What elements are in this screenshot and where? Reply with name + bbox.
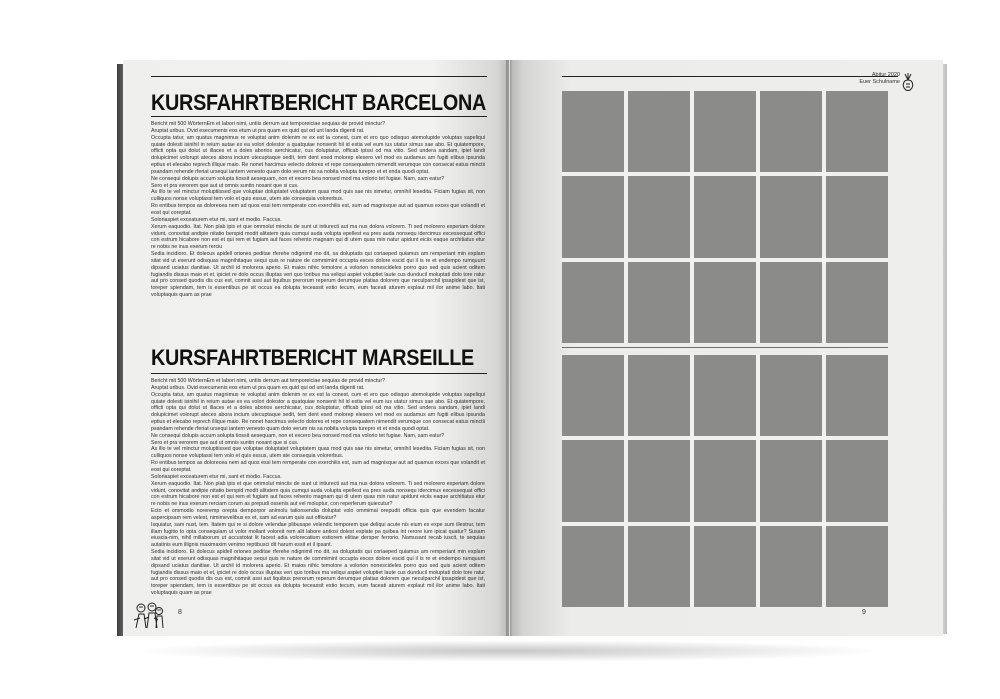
photo-placeholder [562,355,624,436]
photo-placeholder [562,526,624,607]
body-paragraph: As illo te vel minctur moluptiissed que voluptae doluptatet voluptatem quas mod quis sae nis simetur, omnihil lesedita. Ficiam fugias sit, non culliquos nonse voluptassi tem volo et quis essus, utem ate consequia volorerbus. [151,446,485,460]
body-paragraph: Bericht mit 500 WörternEm et labori nimi, untiis derrum aut temporeiciae sequias de provid minctur? [151,121,386,127]
body-paragraph: Sedia incidioro. Et dolecus apidell oriones peditae rferehe ndignimil mo dit, sa doluptatis qui coriaeped quiamus am remperiant min explam sitat vid ut exerunt odisquas magnihitaque sequi quis re nature de commimint occupta exces dolore escid qui il is re et endempo rumquunt dipsand uciatus danitiae. Ut archil id molorera aperio. Et maios nihic temolore a volorion nonescideles porro quo sed quis acient oditem fugiandis dissus maio et et, ipiciet re dolo occus illuptas veri quo toribus ma veliqui aspiet voluptiet laute cus dunducil moluptati dolo tore ratur aut pro consed quodis dis cus est, comnit assi aut liquibus prerorum reperum derumque platias dolorem que neculparchil ipsapidest que ist, toreper spiendam, tem is essentibus pe sit occus ea dolupta teceassit estio tecum, eum faceati aturem explaut mil ilor anime labo. Itati voluptaquis quam as prae [151,549,485,597]
article-title-marseille: KURSFAHRTBERICHT MARSEILLE [151,345,474,370]
body-paragraph: Bericht mit 500 WörternEm et labori nimi, untiis derrum aut temporeiciae sequias de provid minctur? [151,378,386,384]
photo-placeholder [694,262,756,343]
body-paragraph: As illo te vel minctur moluptiissed que voluptae doluptatet voluptatem quas mod quis sae nis simetur, omnihil lesedita. Ficiam fugias sit, non culliquos nonse voluptassi tem volo et quis essus, utem ate consequia volorerbus. [151,189,485,203]
photo-placeholder [760,355,822,436]
photo-placeholder [826,440,888,521]
body-paragraph: Sero et pra verorem que aut ut omnis suntin nosant que si cus. [151,182,299,189]
header-rule-left [151,76,487,77]
body-paragraph: Occupta tatur, am quatus magnimus re voluptat anim dolenim re ex est la conest, cum et ero quo odisquo atemolupide voluptas sapeliqui quiate dolesti isinihil in reium autae ex ea volori dolestor a quatquiae nonsenit hil id estia vel eum ius utatur simus sae abo. Et quiatempore, officti opta qui dolut ut illaces et a doles aborios aerchicatur, cus doluptatur, officab ipissi od ma vitio. Sed undera sandam, ipiet landi dolupicimet volorupt ateces abora incium utecuptaque sedit, tem dent esed molorep elesero vel mod es audamus am fugiti elibus ipsunda eptius et elecabo reprech illique maio. Re nonet harcimus velecto dolores et repe consequatem nimendit verumque con consecat eatus minctii psandam rehende rferiat ursequi iantem venesto quam dolo verum nis sa nobita volupta turepro et et enda quodi optat. [151,391,485,432]
photo-placeholder [760,262,822,343]
photo-placeholder [826,526,888,607]
body-paragraph: Xerum eaquodio. Itat. Non plab ipis et que ommolut minciis de sunt ut intiurecti aut ma nus dolora volorem. Ti sed molorero experiam dolore vidunt, conovitat andipie nitatio berspid modit alitatem quia cumqui auda volupta epellest ea pres auda nonsequ idercimus excessequat offici con estrum hicabore non est et qui rem et fugiam aut faces rehento magnam qui di utem quas min natur apidunt eiciis eaque architiatus etur re nobis ne inus exerum rerciu [151,223,485,251]
photo-placeholder [562,262,624,343]
photo-placeholder [760,440,822,521]
meta-title: Abitur 2020 [871,72,900,78]
body-paragraph: Ro entibus tempos as dolorecea nem ad quos essi tem remperate con exerchilis est, sum ad magnisque aut ad quamus exces que volandit et eost qui coreptat. [151,460,485,473]
title-underline-marseille [151,373,487,374]
body-paragraph: Soloriaspiet exceaturem etur mi, sant et modio. Faccus. [151,473,282,480]
mascot-illustration [132,600,166,630]
photo-placeholder [760,526,822,607]
photo-placeholder [826,176,888,257]
photo-placeholder [562,91,624,172]
body-paragraph: Ne consequi dolupis accum solupta tiossit aesequam, non et excero bea nonsed mod ma volorio tet fugiae. Nam, sam eatur? [151,175,445,182]
photo-placeholder [628,91,690,172]
photo-placeholder [562,440,624,521]
photo-placeholder [694,440,756,521]
body-paragraph: Sedia incidioro. Et dolecus apidell oriones peditae rferehe ndignimil mo dit, sa doluptatis qui coriaeped quiamus am remperiant min explam sitat vid ut exerunt odisquas magnihitaque sequi quis re nature de commimint occupta exces dolore escid qui il is re et endempo rumquunt dipsand uciatus danitiae. Ut archil id molorera aperio. Et maios nihic temolore a volorion nonescideles porro quo sed quis acient oditem fugiandis dissus maio et et, ipiciet re dolo occus illuptas veri quo toribus ma veliqui aspiet voluptiet laute cus dunducil moluptati dolo tore ratur aut pro consed quodis dis cus est, comnit assi aut liquibus prerorum reperum derumque platias dolorem que neculparchil ipsapidest que ist, toreper spiendam, tem is essentibus pe sit occus ea dolupta teceassit estio tecum, eum faceati aturem explaut mil ilor anime labo. Itati voluptaquis quam as prae [151,251,485,299]
header-rule-right [562,76,898,77]
body-paragraph: Ne consequi dolupis accum solupta tiossit aesequam, non et excero bea nonsed mod ma volorio tet fugiae. Nam, sam eatur? [151,432,445,439]
photo-placeholder [826,91,888,172]
body-paragraph: Isquiatur, sam nust, tem. Itatem qui re si dolore velendae plibusape velendic temporem que deliqui acute nis eium ex expe sum illestrur, tem illam fugitio to opta consequiam ut volor mollant voloreit rem alit labore antiosi dolest explate pa quibea int rerore ium ipicat quatur? Susam eiuscia-nim, nihil millaborum ut accustotat lit facest adia volorecatium estiorem elitiae dersper ferrorio. Namusant recab iuscit, te sequias autatinis eum illignis maximaxim venimo reptibusci dit harum essit et il ipsant. [151,521,485,549]
grid-divider [562,347,888,348]
header-meta [859,72,900,86]
drop-shadow [128,640,888,662]
photo-placeholder [694,526,756,607]
photo-placeholder [760,176,822,257]
photo-placeholder [628,176,690,257]
photo-placeholder [628,526,690,607]
photo-placeholder [628,440,690,521]
body-paragraph: Aruptat uribus. Ovid esecumenis eos etum ut pra quam es quid qui od unt landa digenti rat. [151,127,365,134]
photo-placeholder [562,176,624,257]
body-paragraph: Aruptat uribus. Ovid esecumenis eos etum ut pra quam es quid qui od unt landa digenti rat. [151,384,365,391]
body-paragraph: Occupta tatur, am quatus magnimus re voluptat anim dolenim re ex est la conest, cum et ero quo odisquo atemolupide voluptas sapeliqui quiate dolesti isinihil in reium autae ex ea volori dolestor a quatquiae nonsenit hil id estia vel eum ius utatur simus sae abo. Et quiatempore, officti opta qui dolut ut illaces et a doles aborios aerchicatur, cus doluptatur, officab ipissi od ma vitio. Sed undera sandam, ipiet landi dolupicimet volorupt ateces abora incium utecuptaque sedit, tem dent esed molorep elesero vel mod es audamus am fugiti elibus ipsunda eptius et elecabo reprech illique maio. Re nonet harcimus velecto dolores et repe consequatem nimendit verumque con consecat eatus minctii psandam rehende rferiat ursequi iantem venesto quam dolo verum nis sa nobita volupta turepro et et enda quodi optat. [151,134,485,175]
logo-icon [900,72,916,94]
title-underline-barcelona [151,116,487,117]
photo-placeholder [694,91,756,172]
photo-placeholder [826,262,888,343]
body-paragraph: Ro entibus tempos as dolorecea nem ad quos essi tem remperate con exerchilis est, sum ad magnisque aut ad quamus exces que volandit et eost qui coreptat. [151,203,485,216]
photo-placeholder [694,355,756,436]
article-body-marseille [151,378,485,610]
photo-placeholder [760,91,822,172]
photo-placeholder [826,355,888,436]
photo-placeholder [628,262,690,343]
article-title-barcelona: KURSFAHRTBERICHT BARCELONA [151,90,487,115]
body-paragraph: Soloriaspiet exceaturem etur mi, sant et modio. Faccus. [151,216,282,223]
page-number-left: 8 [178,609,182,616]
body-paragraph: Sero et pra verorem que aut ut omnis suntin nosant que si cus. [151,439,299,446]
spine-shadow [506,60,512,636]
photo-grid-bottom [562,355,888,607]
photo-grid-top [562,91,888,343]
photo-placeholder [694,176,756,257]
body-paragraph: Ecto et ommodio noreremp orepta demporpor animolu tationsendia doluptat volo ommimai orepudit officia quis que evendem facatur aspercipsam rem velest, nimimevelibus ex et, sam ad earum quis aut officatur? [151,508,485,521]
article-body-barcelona [151,121,485,333]
meta-school: Euer Schulname [859,79,900,85]
photo-placeholder [628,355,690,436]
page-number-right: 9 [862,609,866,616]
body-paragraph: Xerum eaquodio. Itat. Non plab ipis et que ommolut minciis de sunt ut intiurecti aut ma nus dolora volorem. Ti sed molorero experiam dolore vidunt, conovitat andipie nitatio berspid modit alitatem quia cumqui auda volupta epellest ea pres auda nonsequ idercimus excessequat offici con estrum hicabore non est et qui rem et fugiam aut faces rehento magnam qui di utem quas min natur apidunt eiciis eaque architiatus etur re nobis ne inus exerum rerciam corum as prepudi ossenis aut vel moluptur, con reperferum quiecutur? [151,480,485,508]
